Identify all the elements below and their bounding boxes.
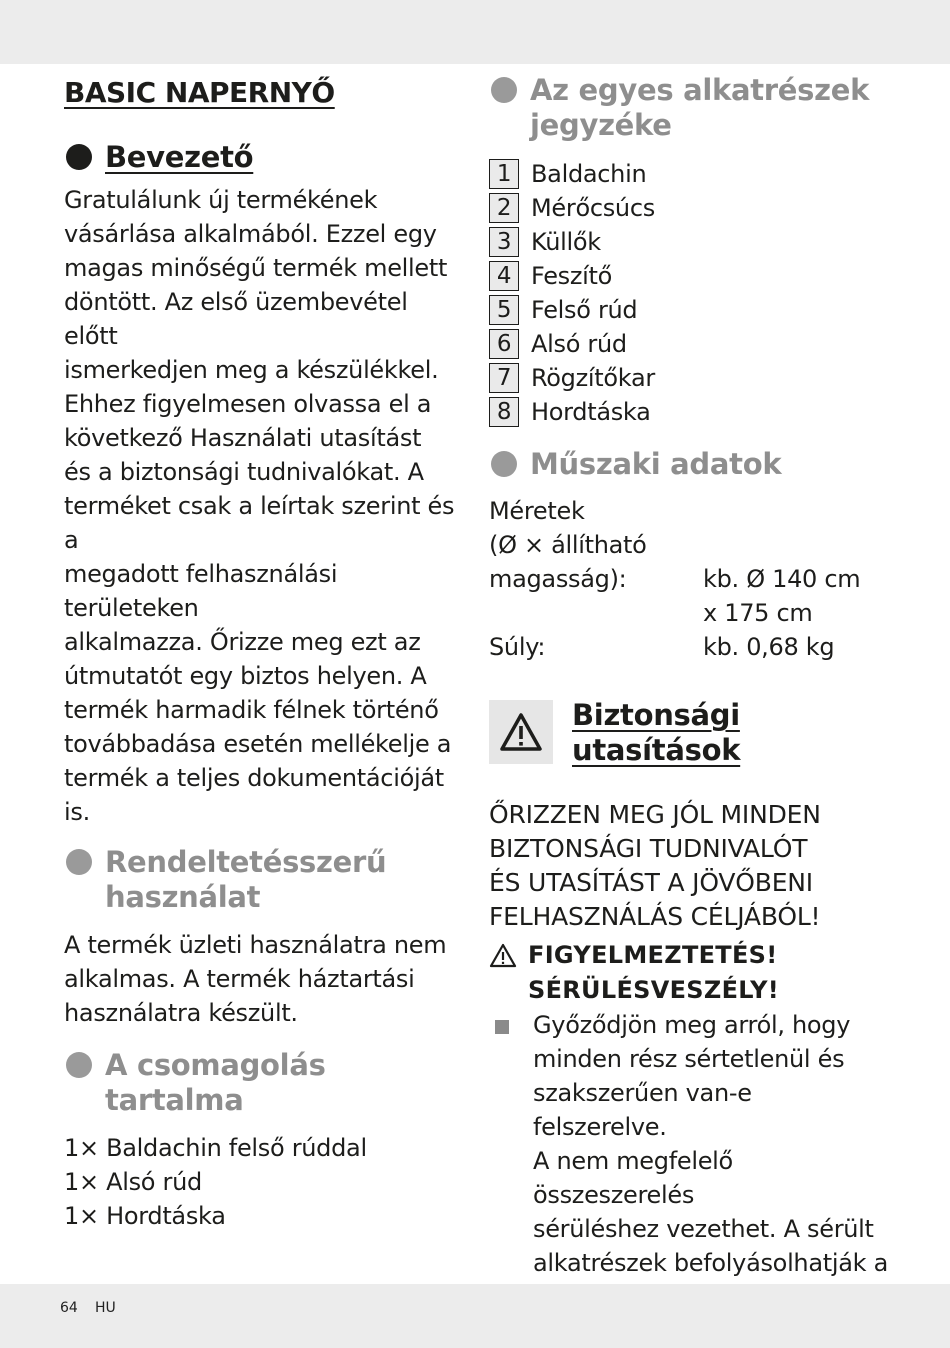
part-number-badge: 6 (489, 329, 519, 359)
language-code: HU (95, 1300, 116, 1316)
part-number-badge: 7 (489, 363, 519, 393)
list-item: 1 Baldachin (489, 157, 889, 191)
section-heading-intended-use: Rendeltetésszerű használat (64, 845, 456, 915)
bullet-dot-icon (66, 144, 92, 170)
section-heading-parts: Az egyes alkatrészek jegyzéke (489, 73, 889, 143)
document-title: BASIC NAPERNYŐ (64, 76, 335, 109)
spec-row-dimensions-cont: x 175 cm (703, 599, 813, 627)
list-item: 1× Alsó rúd (64, 1168, 202, 1196)
bullet-dot-icon (66, 849, 92, 875)
page-number: 64 (60, 1300, 78, 1316)
warning-triangle-icon (489, 943, 517, 978)
spec-row-weight: Súly: kb. 0,68 kg (489, 633, 835, 661)
part-number-badge: 3 (489, 227, 519, 257)
parts-list (489, 157, 889, 429)
spec-label: (Ø × állítható (489, 531, 647, 559)
bottom-margin-band (0, 1284, 950, 1348)
section-heading-intro: Bevezető (64, 140, 456, 175)
top-margin-band (0, 0, 950, 64)
list-item: 1× Baldachin felső rúddal (64, 1134, 367, 1162)
list-item: 3 Küllők (489, 225, 889, 259)
safety-bullet: Győződjön meg arról, hogy minden rész sértetlenül és szakszerűen van-e felszerelve. A nem megfelelő összeszerelés sérüléshez vezethet. A sérült alkatrészek befolyásolhatják a (489, 1008, 889, 1314)
list-item: 1× Hordtáska (64, 1202, 226, 1230)
specs-table (489, 494, 889, 664)
warning-notice: FIGYELMEZTETÉS! SÉRÜLÉSVESZÉLY! (489, 938, 889, 1008)
list-item: 5 Felső rúd (489, 293, 889, 327)
section-heading-package: A csomagolás tartalma (64, 1048, 456, 1118)
part-number-badge: 1 (489, 159, 519, 189)
intended-use-text: A termék üzleti használatra nem alkalmas. A termék háztartási használatra készült. (64, 931, 447, 1027)
warning-triangle-icon (489, 700, 553, 764)
right-column (489, 70, 889, 1314)
bullet-dot-icon (491, 451, 517, 477)
spec-label: Méretek (489, 497, 585, 525)
list-item: 8 Hordtáska (489, 395, 889, 429)
part-number-badge: 8 (489, 397, 519, 427)
left-column (64, 70, 456, 1233)
part-number-badge: 5 (489, 295, 519, 325)
list-item: 6 Alsó rúd (489, 327, 889, 361)
list-item: 2 Mérőcsúcs (489, 191, 889, 225)
section-heading-specs: Műszaki adatok (489, 447, 889, 482)
bullet-dot-icon (66, 1052, 92, 1078)
part-number-badge: 2 (489, 193, 519, 223)
bullet-dot-icon (491, 77, 517, 103)
safety-keep-notice: ŐRIZZEN MEG JÓL MINDEN BIZTONSÁGI TUDNIVALÓT ÉS UTASÍTÁST A JÖVŐBENI FELHASZNÁLÁS CÉLJÁBÓL! (489, 800, 821, 931)
list-item: 7 Rögzítőkar (489, 361, 889, 395)
list-item: 4 Feszítő (489, 259, 889, 293)
safety-heading: Biztonsági utasítások (489, 700, 889, 768)
spec-row-dimensions: magasság): kb. Ø 140 cm (489, 565, 861, 593)
package-list (64, 1131, 456, 1233)
square-bullet-icon (495, 1020, 509, 1034)
part-number-badge: 4 (489, 261, 519, 291)
intro-text: Gratulálunk új termékének vásárlása alkalmából. Ezzel egy magas minőségű termék mellett döntött. Az első üzembevétel előtt ismerkedjen meg a készülékkel. Ehhez figyelmesen olvassa el a következő Használati utasítást és a biztonsági tudnivalókat. A terméket csak a leírtak szerint és a megadott felhasználási területeken alkalmazza. Őrizze meg ezt az útmutatót egy biztos helyen. A termék harmadik félnek történő továbbadása esetén mellékelje a termék a teljes dokumentációját is. (64, 186, 455, 826)
